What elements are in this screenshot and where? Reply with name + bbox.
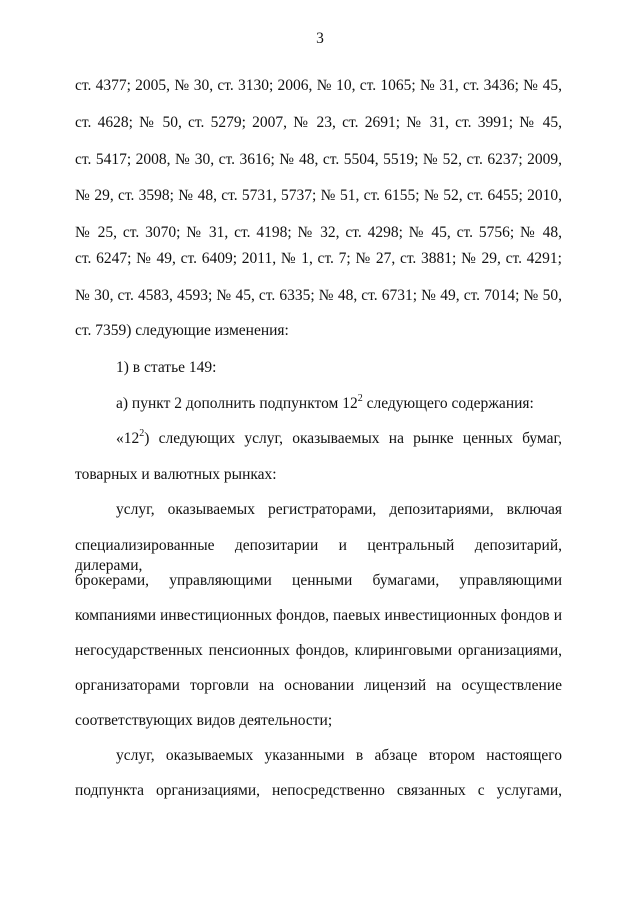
- text-fragment: ) следующих услуг, оказываемых на рынке ценных бумаг,: [144, 430, 562, 447]
- text-line: компаниями инвестиционных фондов, паевых инвестиционных фондов и: [75, 607, 562, 624]
- text-line: подпункта организациями, непосредственно связанных с услугами,: [75, 782, 562, 799]
- text-line: [116, 394, 562, 414]
- text-fragment: следующего содержания:: [362, 395, 534, 412]
- text-fragment: а) пункт 2 дополнить подпунктом 12: [116, 395, 358, 412]
- text-line: № 30, ст. 4583, 4593; № 45, ст. 6335; № 48, ст. 6731; № 49, ст. 7014; № 50,: [75, 287, 562, 304]
- text-line: ст. 6247; № 49, ст. 6409; 2011, № 1, ст. 7; № 27, ст. 3881; № 29, ст. 4291;: [75, 250, 562, 267]
- text-line: специализированные депозитарии и центральный депозитарий, дилерами,: [75, 537, 562, 574]
- superscript: 2: [357, 392, 363, 404]
- text-line: товарных и валютных рынках:: [75, 466, 277, 483]
- text-line: брокерами, управляющими ценными бумагами, управляющими: [75, 572, 562, 589]
- text-line: № 25, ст. 3070; № 31, ст. 4198; № 32, ст. 4298; № 45, ст. 5756; № 48,: [75, 224, 562, 241]
- page-number: 3: [316, 30, 324, 47]
- text-line: соответствующих видов деятельности;: [75, 712, 333, 729]
- text-line: [116, 429, 562, 449]
- text-line: 1) в статье 149:: [116, 359, 217, 376]
- text-line: ст. 5417; 2008, № 30, ст. 3616; № 48, ст. 5504, 5519; № 52, ст. 6237; 2009,: [75, 151, 562, 168]
- text-line: негосударственных пенсионных фондов, клиринговыми организациями,: [75, 642, 562, 659]
- superscript: 2: [139, 427, 145, 439]
- text-line: организаторами торговли на основании лицензий на осуществление: [75, 677, 562, 694]
- text-fragment: «12: [116, 430, 140, 447]
- text-line: ст. 7359) следующие изменения:: [75, 322, 289, 339]
- text-line: ст. 4628; № 50, ст. 5279; 2007, № 23, ст. 2691; № 31, ст. 3991; № 45,: [75, 114, 562, 131]
- text-line: ст. 4377; 2005, № 30, ст. 3130; 2006, № 10, ст. 1065; № 31, ст. 3436; № 45,: [75, 77, 562, 94]
- text-line: № 29, ст. 3598; № 48, ст. 5731, 5737; № 51, ст. 6155; № 52, ст. 6455; 2010,: [75, 187, 562, 204]
- text-line: услуг, оказываемых указанными в абзаце втором настоящего: [116, 747, 562, 764]
- text-line: услуг, оказываемых регистраторами, депозитариями, включая: [116, 501, 562, 518]
